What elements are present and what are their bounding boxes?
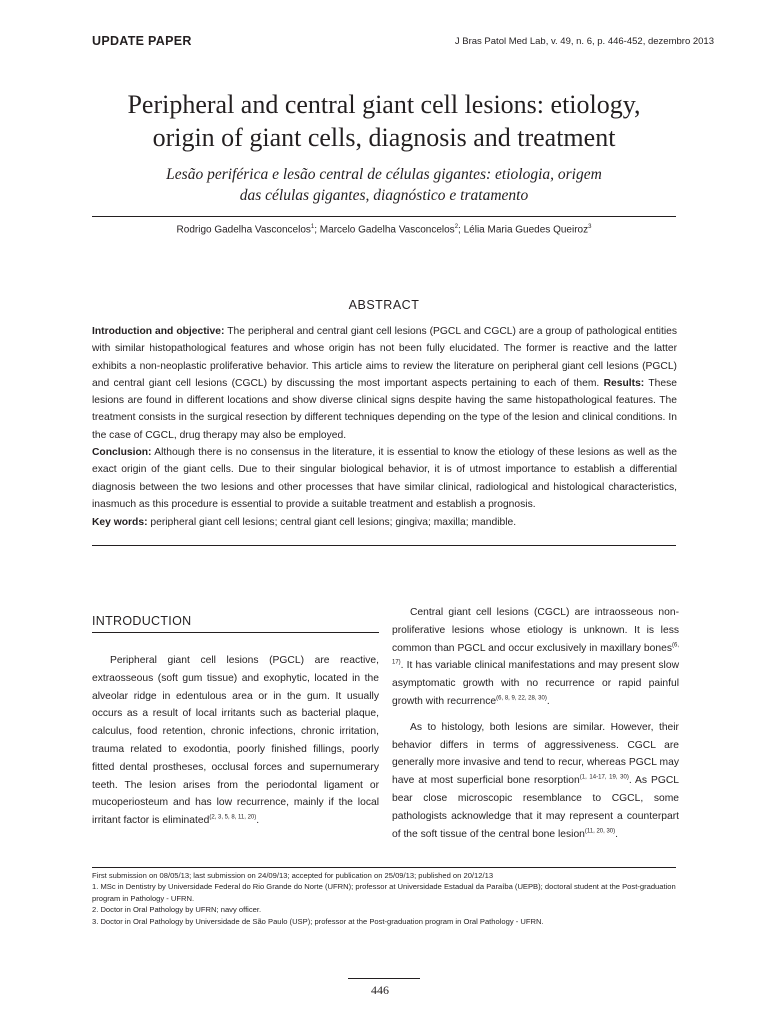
keywords-label: Key words: <box>92 517 148 528</box>
body-column-right <box>392 604 679 843</box>
paper-subtitle <box>60 164 708 206</box>
abstract-intro-label: Introduction and objective: <box>92 326 225 337</box>
abstract-heading: ABSTRACT <box>348 298 420 312</box>
author-affiliation-mark: 3 <box>588 224 592 230</box>
paragraph-text: As to histology, both lesions are similar. However, their behavior differs in terms of aggressiveness. CGCL are generally more invasive and tend to recur, whereas PGCL may have at most superficial bone resorption <box>392 721 679 787</box>
paragraph-text: Peripheral giant cell lesions (PGCL) are reactive, extraosseous (soft gum tissue) and exophytic, located in the alveolar ridge in edentulous area or in the gum. It usually occurs as a result of local irritants such as bacterial plaque, calculus, food retention, chronic infections, chronic irritation, trauma related to exodontia, poorly finished fillings, poorly fitted dental prostheses, occlusal forces and supernumerary teeth. The lesion arises from the periodontal ligament or mucoperiosteum and has low recurrence, mainly if the local irritant factor is eliminated <box>92 655 379 827</box>
paragraph-end: . <box>256 815 260 827</box>
author-list <box>60 224 708 235</box>
body-column-left <box>92 652 379 830</box>
author-name: Lélia Maria Guedes Queiroz <box>463 224 589 236</box>
footnotes <box>92 870 682 927</box>
author-separator: ; <box>314 224 320 236</box>
citation-ref: (1, 14-17, 19, 30) <box>579 774 629 781</box>
author-name: Marcelo Gadelha Vasconcelos <box>319 224 455 236</box>
paragraph-end: . <box>615 828 619 840</box>
abstract-results-text: These lesions are found in different locations and show diverse clinical signs despite having the same histopathological features. The treatment consists in the surgical resection by different techniques depending on the type of the lesion and clinical conditions. In the case of CGCL, drug therapy may also be employed. <box>92 377 678 441</box>
author-name: Rodrigo Gadelha Vasconcelos <box>176 224 311 236</box>
body-paragraph <box>392 604 679 711</box>
citation-ref: (6, 8, 9, 22, 28, 30) <box>496 695 547 702</box>
paragraph-text: Central giant cell lesions (CGCL) are intraosseous non-proliferative lesions whose etiology is unknown. It is less common than PGCL and occur exclusively in maxillary bones <box>392 607 679 654</box>
keywords <box>92 517 677 528</box>
body-paragraph <box>92 652 379 830</box>
abstract-conclusion-label: Conclusion: <box>92 447 152 459</box>
author-separator: ; <box>458 224 464 236</box>
abstract-divider <box>92 545 676 546</box>
abstract-conclusion-text: Although there is no consensus in the literature, it is essential to know the etiology of these lesions as well as the exact origin of the giant cells. Due to their singular biological behavior, it is of utmost importance to establish a differential diagnosis between the two lesions and other processes that have similar clinical, radiological and histological characteristics, inasmuch as this procedure is essential to provide a suitable treatment and establish a prognosis. <box>92 447 677 510</box>
introduction-heading: INTRODUCTION <box>92 614 192 628</box>
section-tag: UPDATE PAPER <box>92 34 192 48</box>
body-paragraph <box>392 719 679 844</box>
keywords-text: peripheral giant cell lesions; central giant cell lesions; gingiva; maxilla; mandible. <box>147 517 517 528</box>
footnote-divider <box>92 867 676 868</box>
footnote-2: 2. Doctor in Oral Pathology by UFRN; navy officer. <box>92 905 262 915</box>
page-number: 446 <box>371 983 389 997</box>
paragraph-text: . As PGCL bear close microscopic resemblance to CGCL, some pathologists acknowledge that it may represent a counterpart of the soft tissue of the central bone lesion <box>392 775 679 840</box>
paper-title <box>60 88 708 154</box>
paragraph-end: . <box>546 695 550 707</box>
introduction-underline <box>92 632 379 633</box>
title-divider <box>92 216 676 217</box>
subtitle-line-2: das células gigantes, diagnóstico e tratamento <box>239 187 529 204</box>
author-affiliation-mark: 2 <box>454 224 459 230</box>
abstract-results-label: Results: <box>603 377 645 389</box>
citation-ref: (11, 20, 30) <box>584 828 616 835</box>
title-line-1: Peripheral and central giant cell lesions: etiology, <box>127 90 641 119</box>
title-line-2: origin of giant cells, diagnosis and treatment <box>152 123 616 152</box>
paragraph-text: . It has variable clinical manifestations and may present slow asymptomatic growth with no recurrence or rapid painful growth with recurrence <box>392 660 679 707</box>
footnote-1: 1. MSc in Dentistry by Universidade Federal do Rio Grande do Norte (UFRN); professor at Universidade Estadual da Paraíba (UEPB); doctoral student at the Post-graduation program in Pathology - UFRN. <box>92 882 676 903</box>
author-affiliation-mark: 1 <box>310 224 315 230</box>
abstract-intro-text: The peripheral and central giant cell lesions (PGCL and CGCL) are a group of pathological entities with similar histopathological features and whose origin has not been fully elucidated. The former is reactive and the latter exhibits a non-neoplastic proliferative behavior. This article aims to review the literature on peripheral giant cell lesions (PGCL) and central giant cell lesions (CGCL) by discussing the most important aspects pertaining to each of them. <box>92 326 677 389</box>
journal-reference: J Bras Patol Med Lab, v. 49, n. 6, p. 446-452, dezembro 2013 <box>454 36 714 47</box>
abstract-body <box>92 323 677 513</box>
subtitle-line-1: Lesão periférica e lesão central de células gigantes: etiologia, origem <box>166 166 602 183</box>
submission-dates: First submission on 08/05/13; last submission on 24/09/13; accepted for publication on 25/09/13; published on 20/12/13 <box>92 871 494 880</box>
citation-ref: (2, 3, 5, 8, 11, 20) <box>209 814 257 821</box>
citation-ref: (6, 17) <box>392 642 679 666</box>
footnote-3: 3. Doctor in Oral Pathology by Universidade de São Paulo (USP); professor at the Post-graduation program in Oral Pathology - UFRN. <box>92 916 544 926</box>
page-number-rule <box>348 978 420 979</box>
